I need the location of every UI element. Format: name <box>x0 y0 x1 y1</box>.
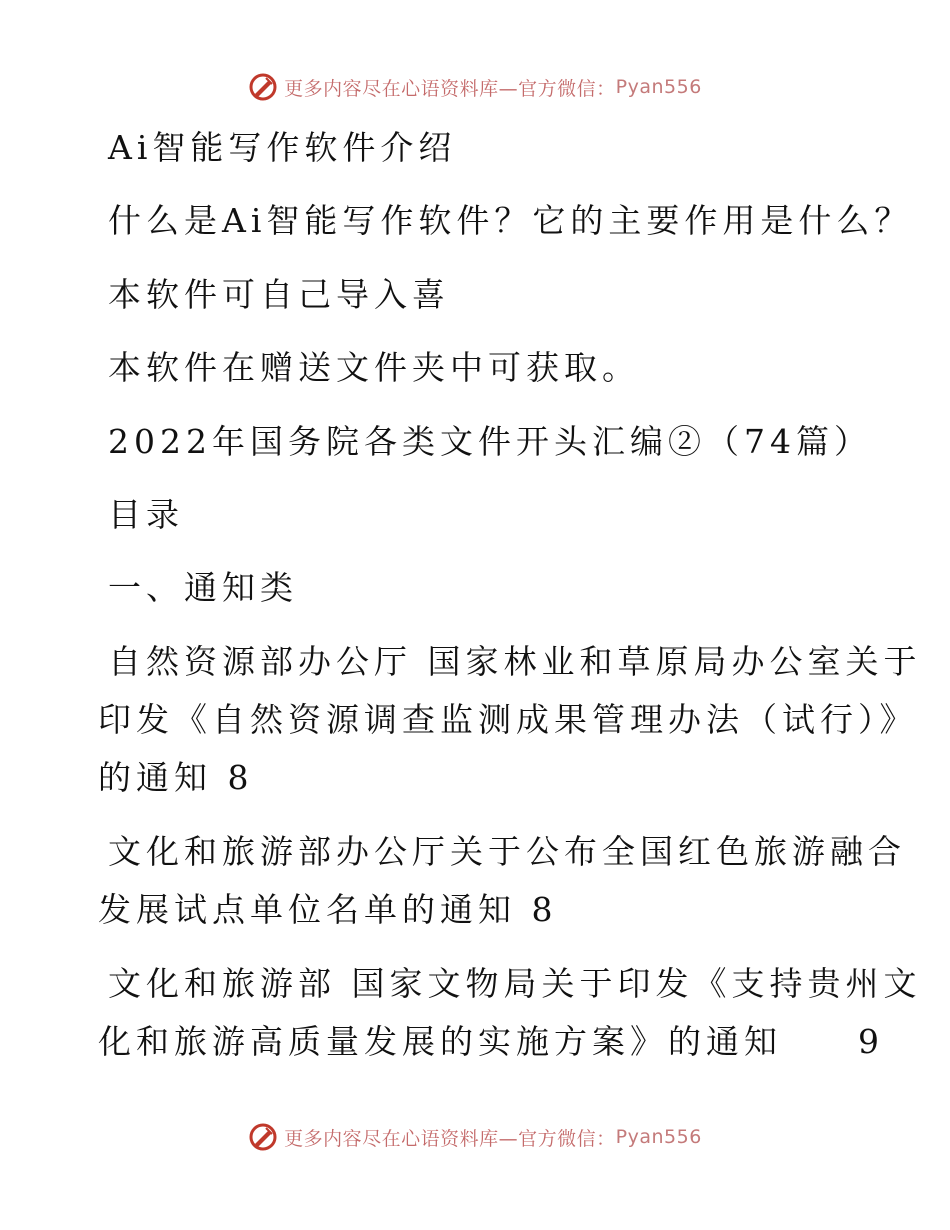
quill-circle-icon <box>248 1122 278 1152</box>
doc-title: Ai智能写作软件介绍 <box>108 128 457 167</box>
doc-paragraph: 本软件可自己导入喜 <box>108 275 450 314</box>
doc-heading: 2022年国务院各类文件开头汇编②（74篇） <box>108 422 872 461</box>
doc-paragraph: 本软件在赠送文件夹中可获取。 <box>108 348 640 387</box>
watermark-contact: Pyan556 <box>615 76 702 98</box>
doc-question: 什么是Ai智能写作软件？它的主要作用是什么？ <box>108 201 913 240</box>
quill-circle-icon <box>248 72 278 102</box>
toc-entry-continued: 印发《自然资源调查监测成果管理办法（试行）》 <box>98 700 918 739</box>
toc-entry-continued: 发展试点单位名单的通知 8 <box>98 890 558 929</box>
toc-section: 一、通知类 <box>108 568 298 607</box>
footer-watermark <box>0 1122 950 1152</box>
toc-entry-continued: 化和旅游高质量发展的实施方案》的通知 9 <box>98 1022 884 1061</box>
watermark-contact: Pyan556 <box>615 1126 702 1148</box>
toc-entry: 自然资源部办公厅 国家林业和草原局办公室关于 <box>108 642 922 681</box>
toc-entry: 文化和旅游部 国家文物局关于印发《支持贵州文 <box>108 964 922 1003</box>
toc-entry: 文化和旅游部办公厅关于公布全国红色旅游融合 <box>108 832 906 871</box>
watermark-site-text: 更多内容尽在心语资料库—官方微信： <box>284 1127 616 1150</box>
header-watermark <box>0 72 950 102</box>
toc-heading: 目录 <box>108 495 184 534</box>
toc-entry-continued: 的通知 8 <box>98 758 254 797</box>
watermark-site-text: 更多内容尽在心语资料库—官方微信： <box>284 77 616 100</box>
